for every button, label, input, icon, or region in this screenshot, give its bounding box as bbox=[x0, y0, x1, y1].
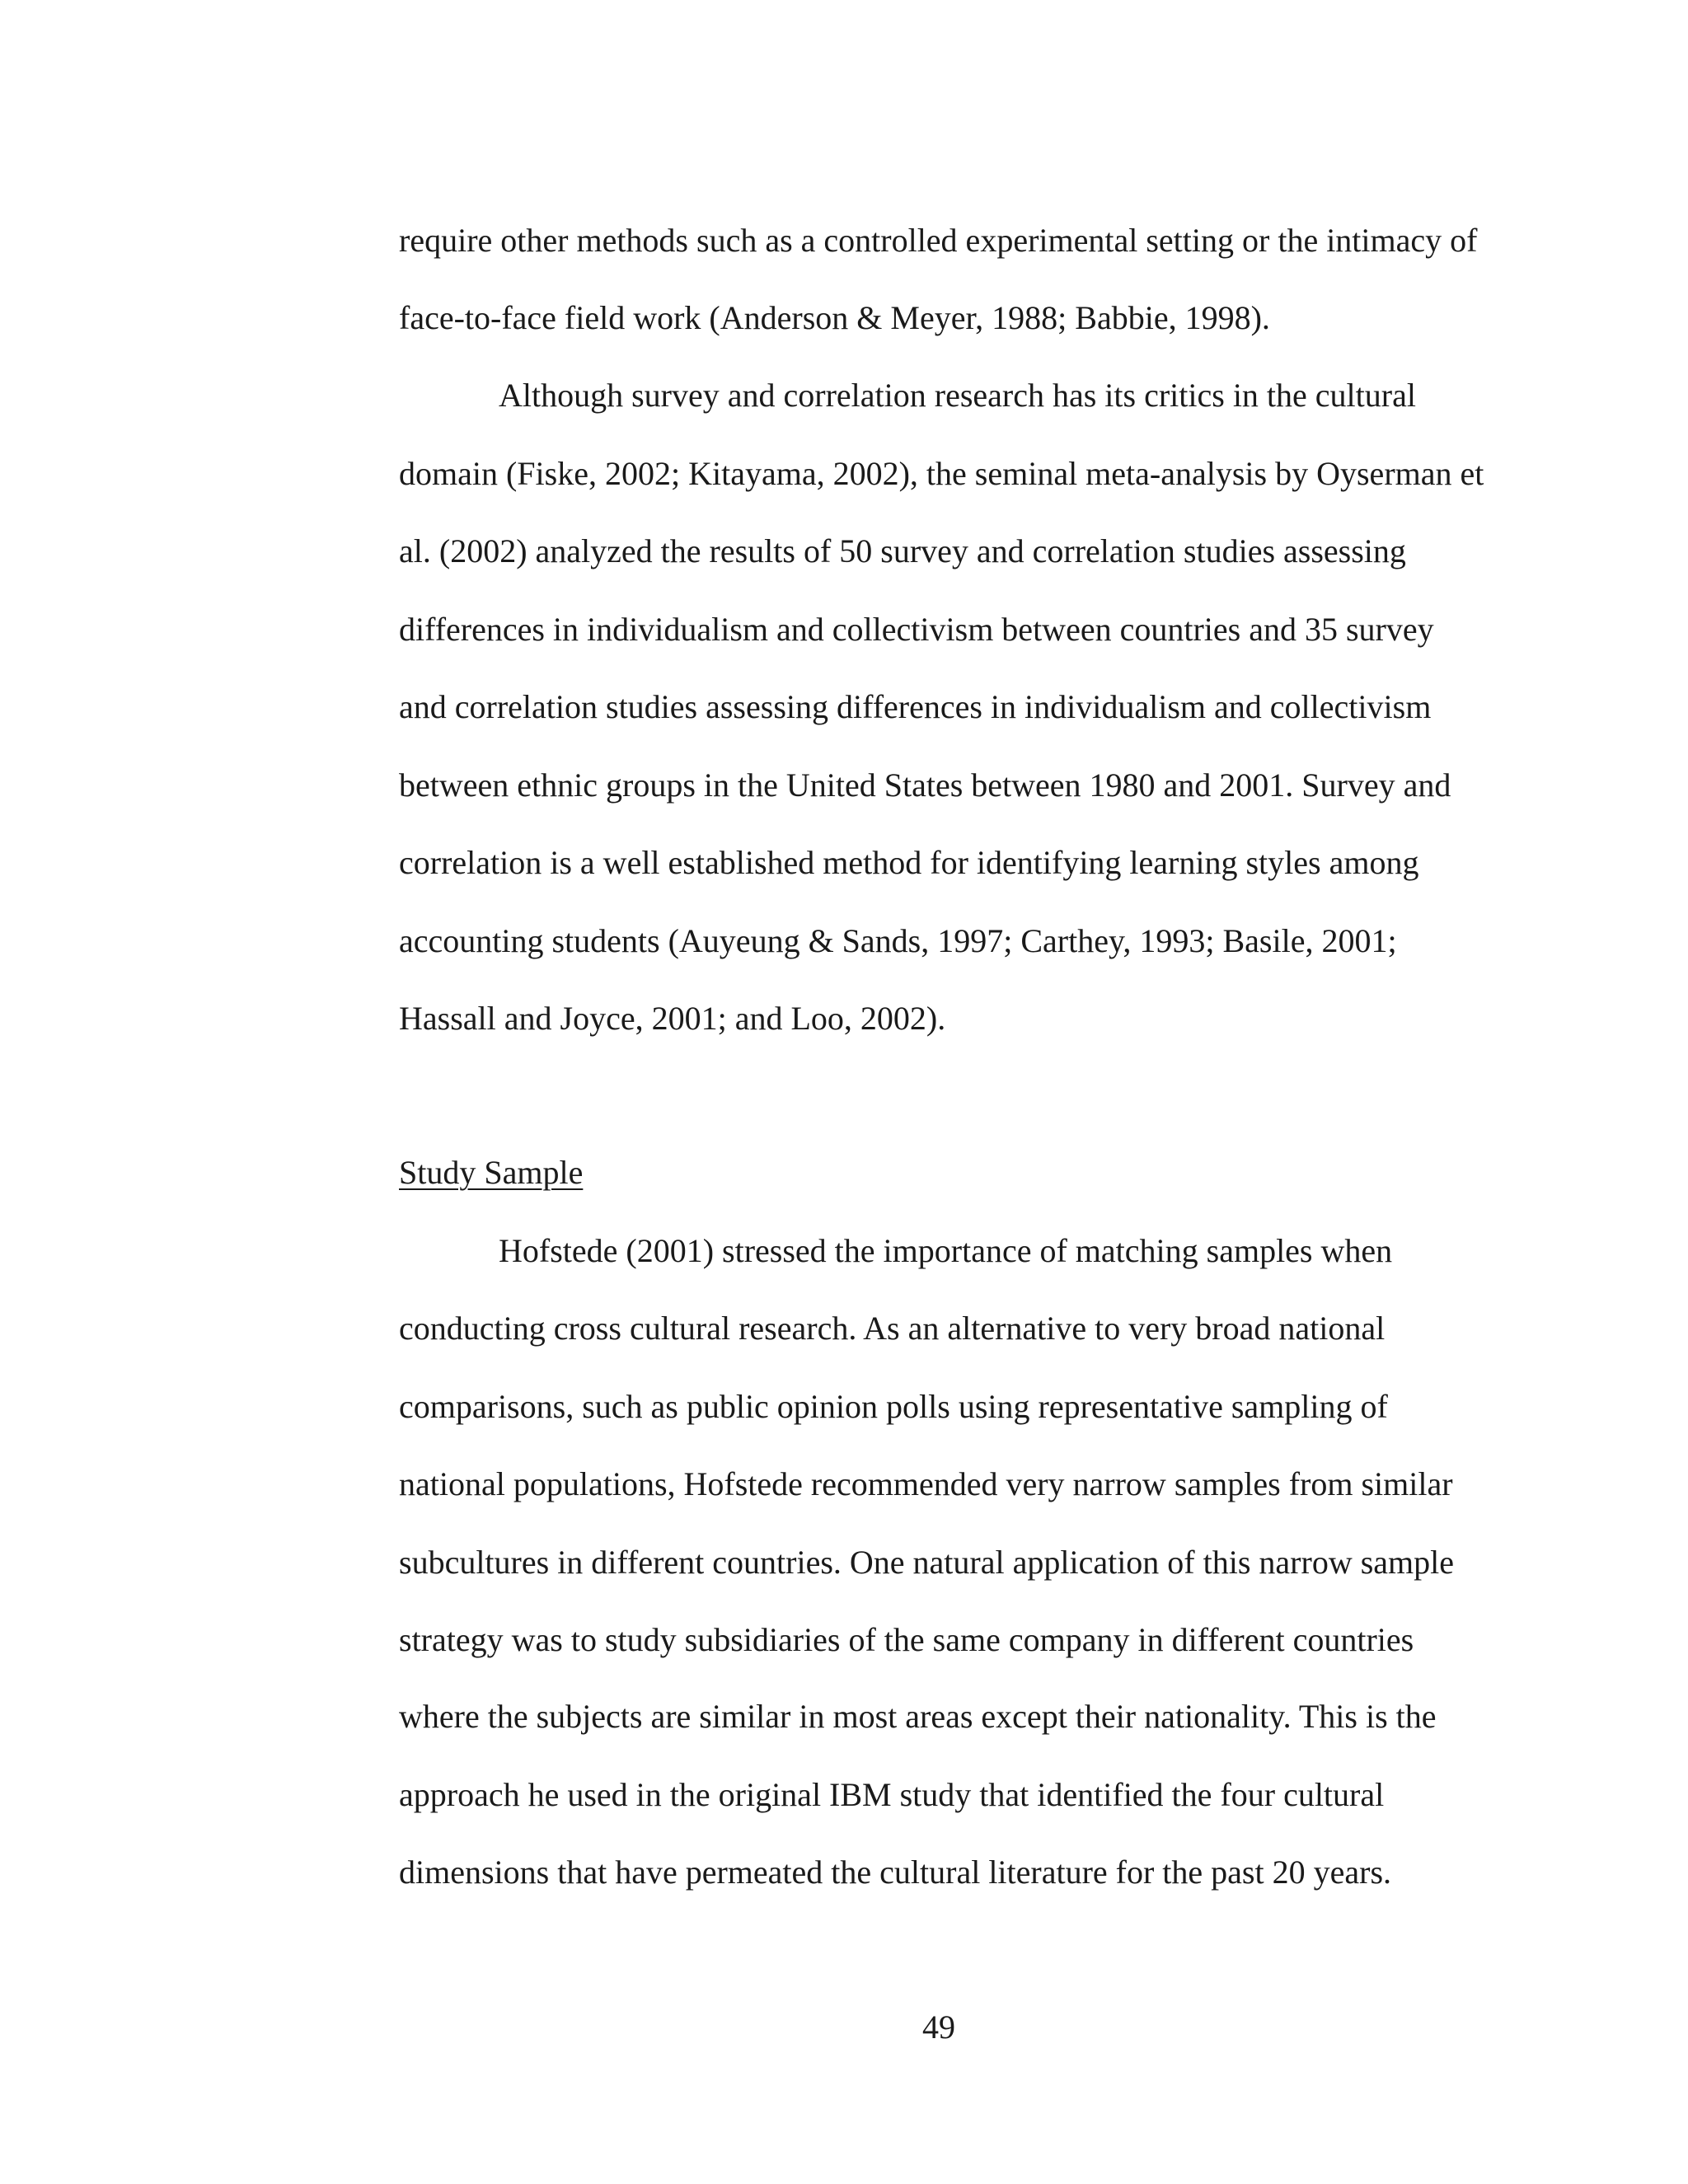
paragraph-2-line-1: Although survey and correlation research has its critics in the cultural bbox=[499, 377, 1416, 414]
paragraph-3-line-4: national populations, Hofstede recommended very narrow samples from similar bbox=[399, 1465, 1453, 1502]
page-number: 49 bbox=[922, 2008, 955, 2046]
paragraph-3-line-3: comparisons, such as public opinion polls using representative sampling of bbox=[399, 1388, 1388, 1425]
paragraph-3-line-2: conducting cross cultural research. As an alternative to very broad national bbox=[399, 1310, 1386, 1347]
section-heading: Study Sample bbox=[399, 1154, 584, 1191]
paragraph-2-line-3: al. (2002) analyzed the results of 50 survey and correlation studies assessing bbox=[399, 532, 1406, 569]
paragraph-3-line-9: dimensions that have permeated the cultural literature for the past 20 years. bbox=[399, 1854, 1392, 1891]
paragraph-3-line-6: strategy was to study subsidiaries of the same company in different countries bbox=[399, 1621, 1414, 1658]
paragraph-2-line-8: accounting students (Auyeung & Sands, 1997; Carthey, 1993; Basile, 2001; bbox=[399, 922, 1397, 959]
paragraph-2-line-7: correlation is a well established method for identifying learning styles among bbox=[399, 844, 1419, 881]
paragraph-2-line-6: between ethnic groups in the United States between 1980 and 2001. Survey and bbox=[399, 766, 1451, 804]
paragraph-2-line-5: and correlation studies assessing differences in individualism and collectivism bbox=[399, 688, 1432, 725]
paragraph-3-line-8: approach he used in the original IBM study that identified the four cultural bbox=[399, 1776, 1385, 1813]
paragraph-2-line-9: Hassall and Joyce, 2001; and Loo, 2002). bbox=[399, 1000, 946, 1037]
paragraph-3-line-7: where the subjects are similar in most areas except their nationality. This is the bbox=[399, 1698, 1437, 1735]
paragraph-1-line-1: require other methods such as a controlled experimental setting or the intimacy of bbox=[399, 222, 1478, 259]
paragraph-3-line-1: Hofstede (2001) stressed the importance of matching samples when bbox=[499, 1232, 1393, 1269]
paragraph-2-line-4: differences in individualism and collectivism between countries and 35 survey bbox=[399, 611, 1434, 648]
paragraph-1-line-2: face-to-face field work (Anderson & Meyer, 1988; Babbie, 1998). bbox=[399, 299, 1270, 336]
paragraph-2-line-2: domain (Fiske, 2002; Kitayama, 2002), the seminal meta-analysis by Oyserman et bbox=[399, 455, 1484, 492]
paragraph-3-line-5: subcultures in different countries. One natural application of this narrow sample bbox=[399, 1544, 1454, 1581]
